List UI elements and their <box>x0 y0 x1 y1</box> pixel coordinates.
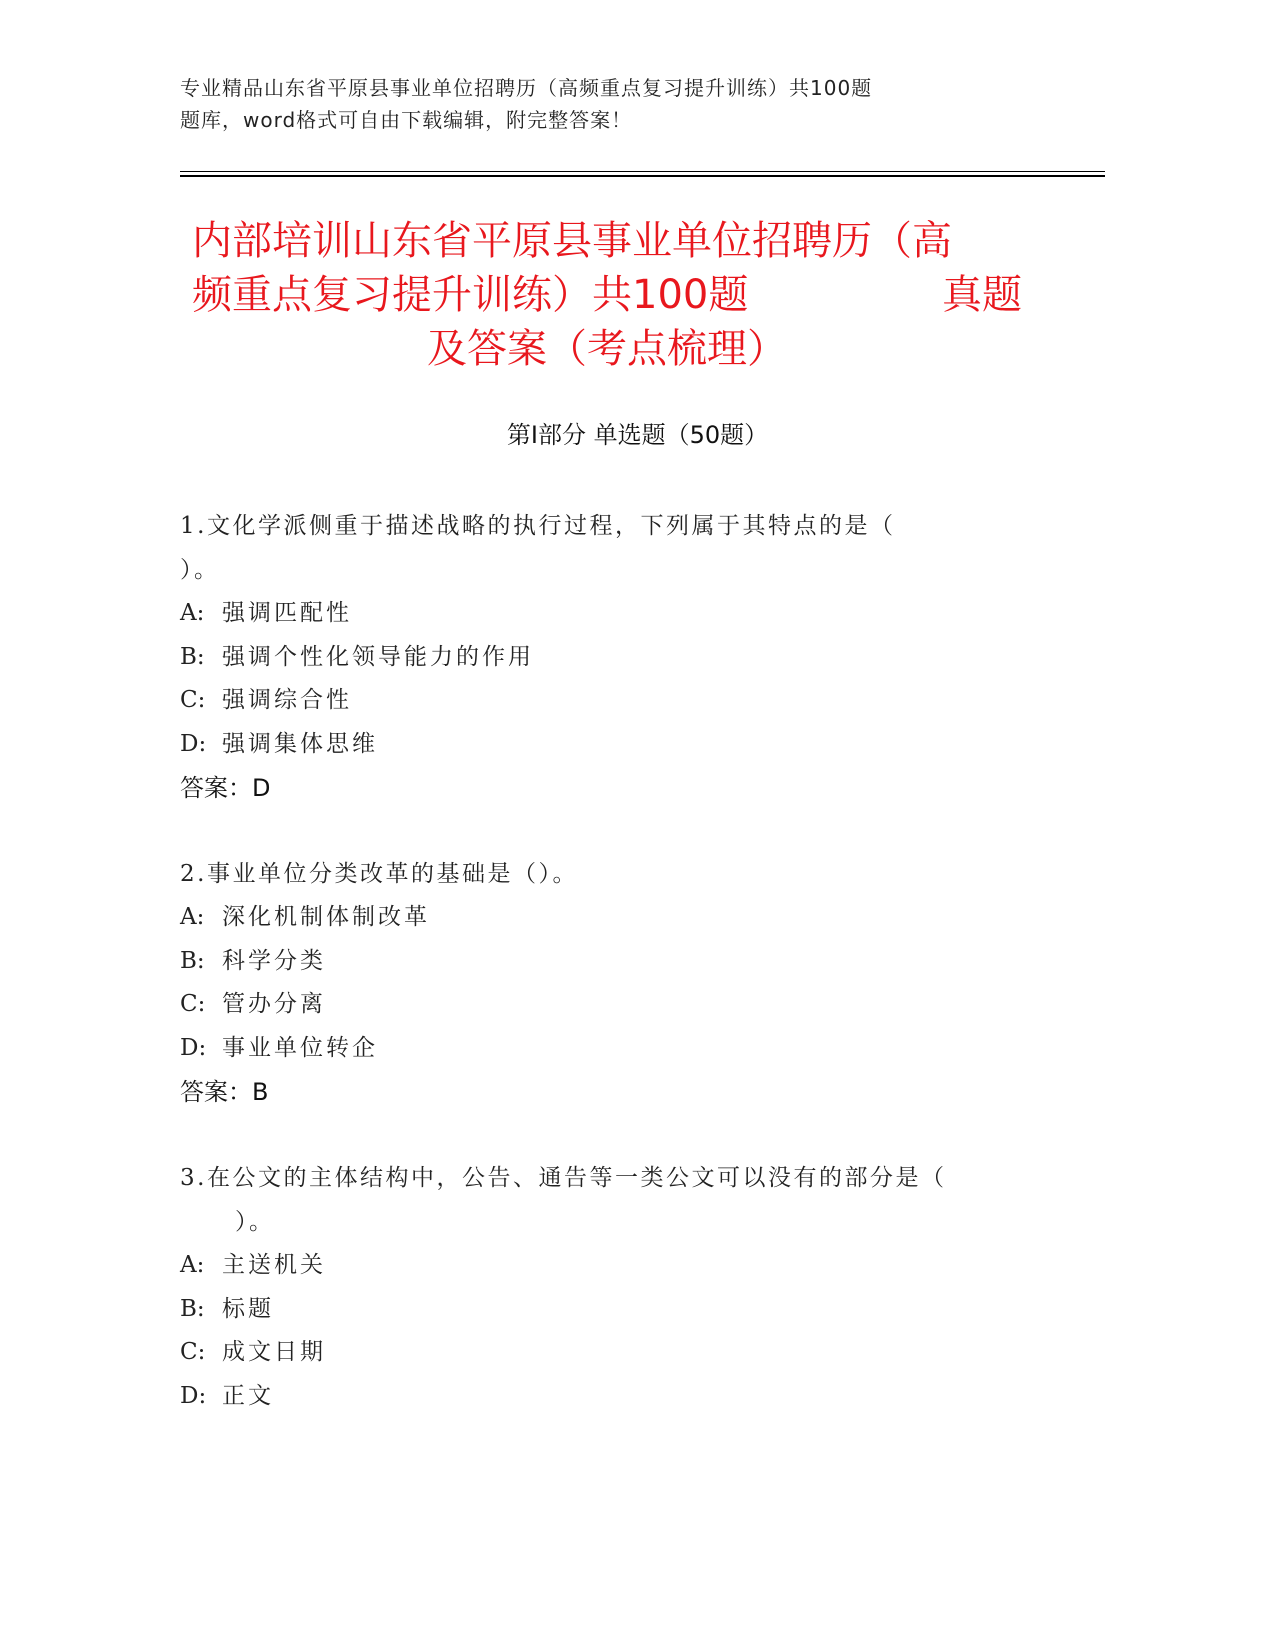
option-key: A: <box>180 904 205 930</box>
title-line-2-left: 频重点复习提升训练）共100题 <box>192 272 749 318</box>
option-text: 主送机关 <box>222 1252 326 1278</box>
option-b <box>180 940 1040 984</box>
option-key: C: <box>180 991 206 1017</box>
option-key: D: <box>180 1034 207 1061</box>
option-text: 强调综合性 <box>222 687 352 713</box>
document-title <box>192 214 1022 376</box>
option-text: 科学分类 <box>222 947 326 974</box>
option-a <box>180 592 1040 636</box>
option-key: A: <box>180 600 205 626</box>
option-text: 标题 <box>222 1295 274 1322</box>
option-c <box>180 679 1040 723</box>
option-d <box>180 723 1040 767</box>
option-key: B: <box>180 947 205 974</box>
option-key: A: <box>180 1252 205 1278</box>
option-b <box>180 636 1040 680</box>
question-stem <box>180 504 1040 592</box>
question-list <box>180 504 1040 1460</box>
option-key: D: <box>180 730 207 757</box>
option-text: 管办分离 <box>222 991 326 1017</box>
option-key: B: <box>180 1295 205 1322</box>
question-item <box>180 504 1040 810</box>
option-text: 强调匹配性 <box>222 600 352 626</box>
option-text: 事业单位转企 <box>222 1034 378 1061</box>
question-stem-line-1: 3.在公文的主体结构中，公告、通告等一类公文可以没有的部分是（ <box>180 1165 947 1191</box>
answer-line: 答案：B <box>180 1078 269 1106</box>
option-d <box>180 1375 1040 1419</box>
option-key: D: <box>180 1382 207 1409</box>
option-a <box>180 896 1040 940</box>
option-key: C: <box>180 687 206 713</box>
option-text: 深化机制体制改革 <box>222 904 430 930</box>
document-header-note <box>180 72 980 136</box>
header-note-line-2: 题库，word格式可自由下载编辑，附完整答案！ <box>180 108 633 132</box>
title-line-2 <box>192 268 1022 322</box>
option-c <box>180 983 1040 1027</box>
title-line-3: 及答案（考点梳理） <box>427 326 787 372</box>
option-b <box>180 1288 1040 1332</box>
option-key: C: <box>180 1339 206 1365</box>
question-stem <box>180 852 1040 896</box>
option-c <box>180 1331 1040 1375</box>
question-stem-line-1: 1.文化学派侧重于描述战略的执行过程，下列属于其特点的是（ <box>180 513 896 539</box>
question-stem <box>180 1156 1040 1244</box>
title-line-1: 内部培训山东省平原县事业单位招聘历（高 <box>192 218 952 264</box>
question-stem-line-1: 2.事业单位分类改革的基础是（）。 <box>180 861 578 887</box>
option-text: 强调个性化领导能力的作用 <box>222 643 534 670</box>
answer-line: 答案：D <box>180 774 271 802</box>
option-key: B: <box>180 643 205 670</box>
option-text: 成文日期 <box>222 1339 326 1365</box>
question-item <box>180 1156 1040 1418</box>
option-text: 正文 <box>222 1382 274 1409</box>
title-line-2-right: 真题 <box>942 272 1022 318</box>
header-note-line-1: 专业精品山东省平原县事业单位招聘历（高频重点复习提升训练）共100题 <box>180 76 873 100</box>
header-divider-thin <box>180 171 1105 172</box>
option-text: 强调集体思维 <box>222 730 378 757</box>
question-item <box>180 852 1040 1114</box>
option-a <box>180 1244 1040 1288</box>
section-title: 第Ⅰ部分 单选题（50题） <box>506 421 769 449</box>
question-stem-line-2: ）。 <box>235 1209 275 1235</box>
header-divider-thick <box>180 175 1105 177</box>
option-d <box>180 1027 1040 1071</box>
question-stem-line-2: ）。 <box>180 557 220 583</box>
